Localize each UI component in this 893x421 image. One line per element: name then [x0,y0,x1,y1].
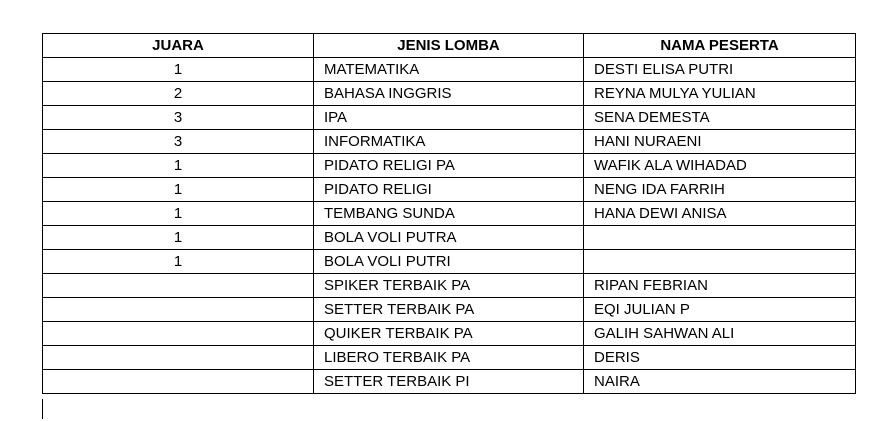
cell-juara[interactable]: 3 [43,130,314,154]
cell-jenis-lomba[interactable]: SETTER TERBAIK PA [314,298,584,322]
cell-nama-peserta[interactable]: DERIS [584,346,856,370]
cell-jenis-lomba[interactable]: BOLA VOLI PUTRI [314,250,584,274]
table-row [43,298,856,322]
cell-jenis-lomba[interactable]: SETTER TERBAIK PI [314,370,584,394]
cell-nama-peserta[interactable] [584,250,856,274]
cell-juara[interactable]: 3 [43,106,314,130]
results-table [42,33,856,394]
cell-jenis-lomba[interactable]: LIBERO TERBAIK PA [314,346,584,370]
cell-jenis-lomba[interactable]: QUIKER TERBAIK PA [314,322,584,346]
cell-jenis-lomba[interactable]: PIDATO RELIGI [314,178,584,202]
table-row [43,226,856,250]
cell-nama-peserta[interactable]: REYNA MULYA YULIAN [584,82,856,106]
cell-jenis-lomba[interactable]: MATEMATIKA [314,58,584,82]
cell-juara[interactable] [43,346,314,370]
cell-nama-peserta[interactable]: WAFIK ALA WIHADAD [584,154,856,178]
cell-juara[interactable] [43,274,314,298]
table-row [43,250,856,274]
cell-jenis-lomba[interactable]: PIDATO RELIGI PA [314,154,584,178]
cell-nama-peserta[interactable]: GALIH SAHWAN ALI [584,322,856,346]
cell-jenis-lomba[interactable]: IPA [314,106,584,130]
cell-juara[interactable] [43,298,314,322]
cell-juara[interactable]: 1 [43,202,314,226]
cell-nama-peserta[interactable]: SENA DEMESTA [584,106,856,130]
cell-nama-peserta[interactable]: DESTI ELISA PUTRI [584,58,856,82]
table-row [43,178,856,202]
cell-jenis-lomba[interactable]: BOLA VOLI PUTRA [314,226,584,250]
table-row [43,346,856,370]
table-row [43,202,856,226]
cell-juara[interactable]: 2 [43,82,314,106]
cell-jenis-lomba[interactable]: BAHASA INGGRIS [314,82,584,106]
cell-juara[interactable] [43,322,314,346]
cell-juara[interactable]: 1 [43,250,314,274]
cell-juara[interactable] [43,370,314,394]
column-header-jenis-lomba[interactable]: JENIS LOMBA [314,34,584,58]
cell-jenis-lomba[interactable]: SPIKER TERBAIK PA [314,274,584,298]
table-row [43,58,856,82]
cell-jenis-lomba[interactable]: TEMBANG SUNDA [314,202,584,226]
table-row [43,130,856,154]
cell-nama-peserta[interactable]: NAIRA [584,370,856,394]
cell-nama-peserta[interactable]: RIPAN FEBRIAN [584,274,856,298]
table-row [43,106,856,130]
cell-juara[interactable]: 1 [43,58,314,82]
column-header-juara[interactable]: JUARA [43,34,314,58]
cell-juara[interactable]: 1 [43,154,314,178]
cell-nama-peserta[interactable] [584,226,856,250]
table-row [43,370,856,394]
table-row [43,322,856,346]
cell-juara[interactable]: 1 [43,226,314,250]
text-cursor [42,399,43,419]
table-header-row [43,34,856,58]
column-header-nama-peserta[interactable]: NAMA PESERTA [584,34,856,58]
cell-juara[interactable]: 1 [43,178,314,202]
cell-nama-peserta[interactable]: NENG IDA FARRIH [584,178,856,202]
cell-nama-peserta[interactable]: EQI JULIAN P [584,298,856,322]
cell-nama-peserta[interactable]: HANA DEWI ANISA [584,202,856,226]
cell-jenis-lomba[interactable]: INFORMATIKA [314,130,584,154]
table-row [43,82,856,106]
cell-nama-peserta[interactable]: HANI NURAENI [584,130,856,154]
table-row [43,154,856,178]
table-row [43,274,856,298]
